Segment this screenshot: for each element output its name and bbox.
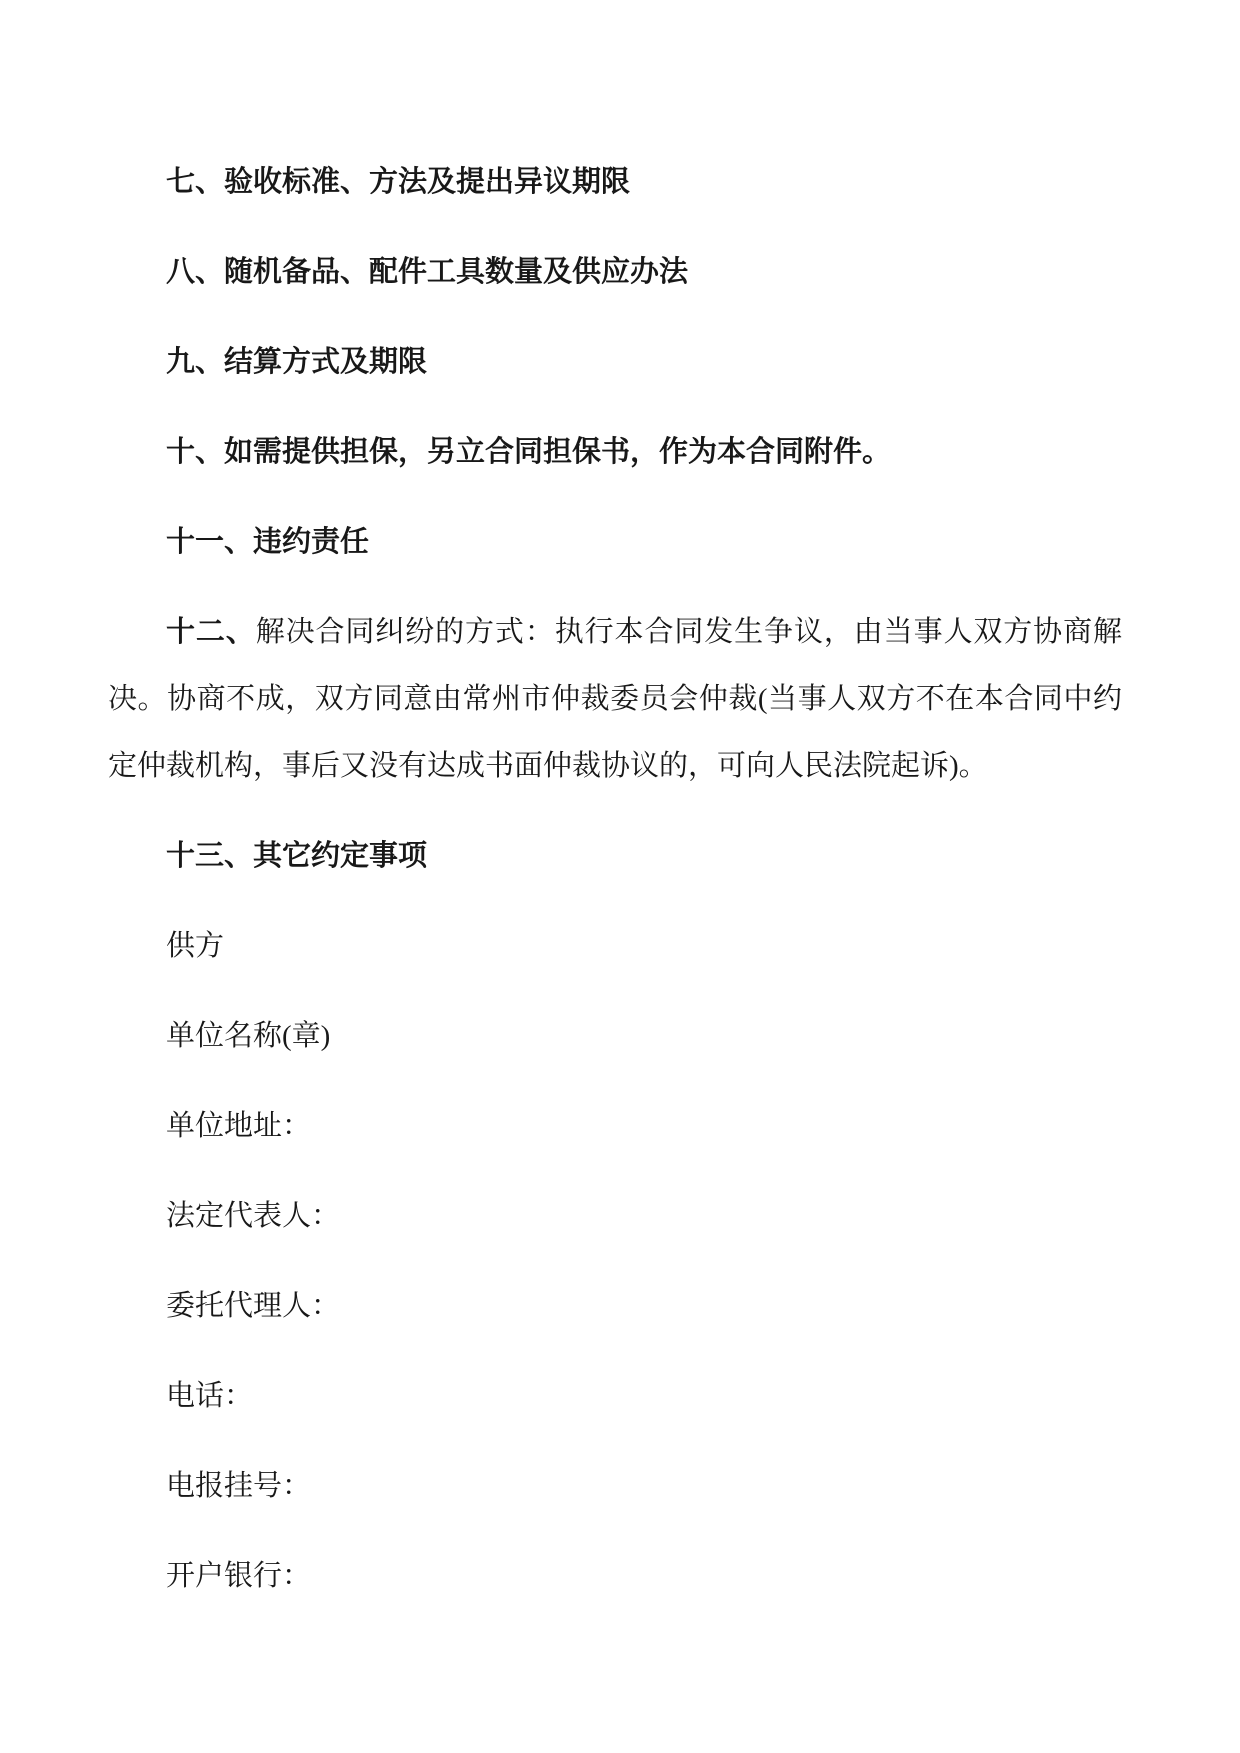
section-heading: 八、随机备品、配件工具数量及供应办法 xyxy=(166,256,689,288)
field-label: 供方 xyxy=(166,930,225,962)
field-label: 电话： xyxy=(166,1380,254,1412)
field-label: 开户银行： xyxy=(166,1560,312,1592)
clause-text: 解决合同纠纷的方式：执行本合同发生争议，由当事人双方协商解 xyxy=(255,616,1122,648)
section-heading: 十一、违约责任 xyxy=(166,526,370,558)
clause-paragraph xyxy=(108,599,1122,800)
clause-line xyxy=(108,599,1122,666)
clause-number: 十二、 xyxy=(166,616,256,648)
field-label: 法定代表人： xyxy=(166,1200,341,1232)
section-heading: 七、验收标准、方法及提出异议期限 xyxy=(166,166,631,198)
section-heading: 十三、其它约定事项 xyxy=(166,840,428,872)
field-label: 单位地址： xyxy=(166,1110,312,1142)
clause-line: 决。协商不成，双方同意由常州市仲裁委员会仲裁(当事人双方不在本合同中约 xyxy=(108,683,1122,715)
clause-line: 定仲裁机构，事后又没有达成书面仲裁协议的，可向人民法院起诉)。 xyxy=(108,750,988,782)
section-heading: 九、结算方式及期限 xyxy=(166,346,428,378)
section-heading: 十、如需提供担保，另立合同担保书，作为本合同附件。 xyxy=(166,436,892,468)
field-label: 单位名称(章) xyxy=(166,1020,331,1052)
field-label: 电报挂号： xyxy=(166,1470,312,1502)
field-label: 委托代理人： xyxy=(166,1290,341,1322)
